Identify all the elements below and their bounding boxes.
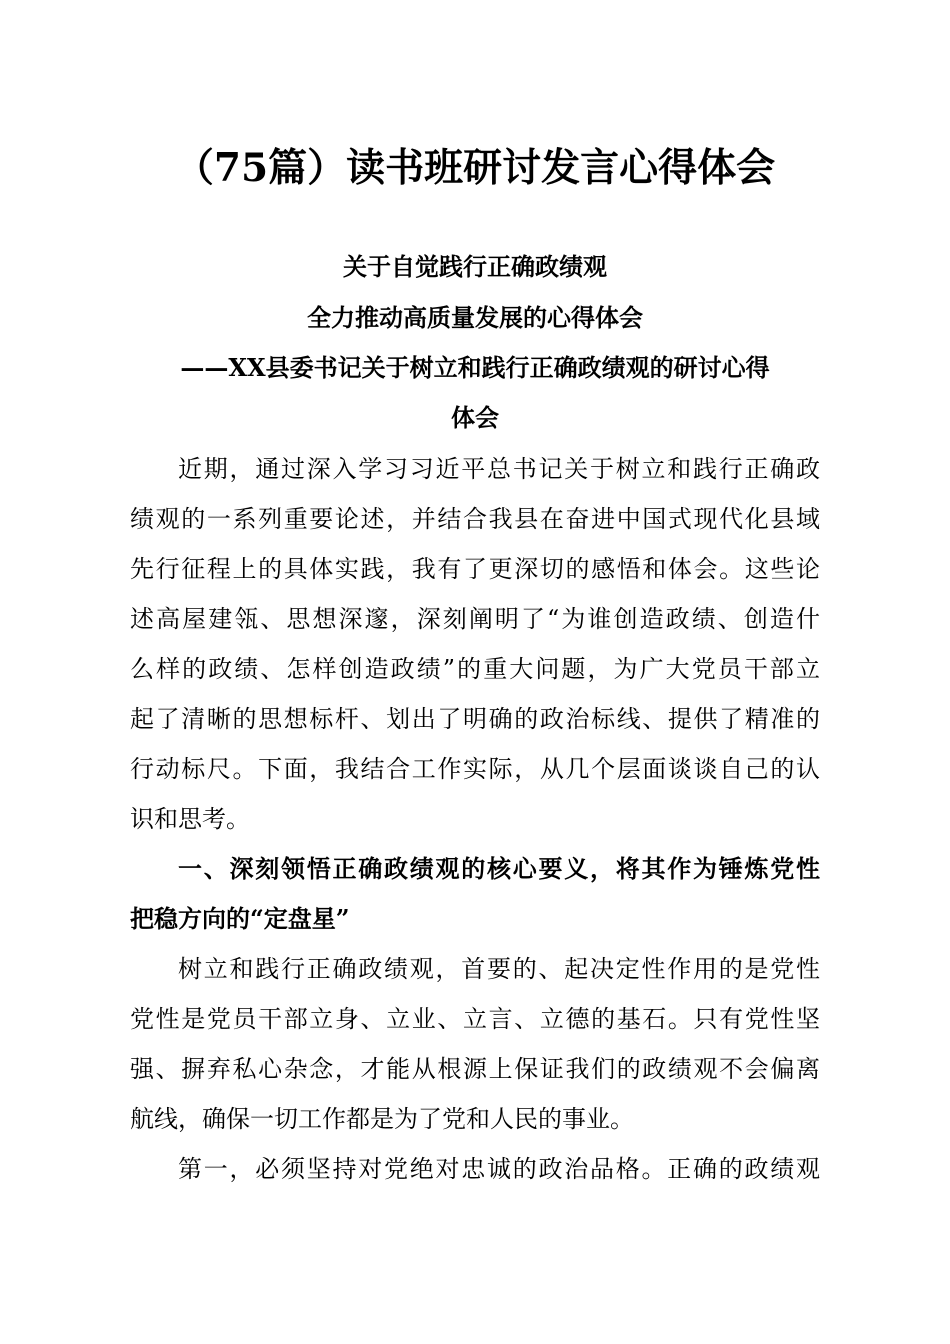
intro-line-8: 识和思考。 [130, 805, 250, 833]
intro-line-1: 近期，通过深入学习习近平总书记关于树立和践行正确政 [178, 455, 820, 483]
subtitle-line-3: ——XX县委书记关于树立和践行正确政绩观的研讨心得 [180, 353, 770, 382]
subtitle-line-4: 体会 [451, 403, 499, 432]
intro-line-3: 先行征程上的具体实践，我有了更深切的感悟和体会。这些论 [130, 555, 820, 583]
section-heading-line-1: 一、深刻领悟正确政绩观的核心要义，将其作为锤炼党性 [178, 854, 820, 883]
intro-line-6: 起了清晰的思想标杆、划出了明确的政治标线、提供了精准的 [130, 705, 820, 733]
para1-line-2: 党性是党员干部立身、立业、立言、立德的基石。只有党性坚 [130, 1005, 820, 1033]
subtitle-line-2: 全力推动高质量发展的心得体会 [307, 303, 643, 332]
subtitle-line-1: 关于自觉践行正确政绩观 [343, 252, 607, 281]
para2-line-1: 第一，必须坚持对党绝对忠诚的政治品格。正确的政绩观 [178, 1155, 820, 1183]
para1-line-4: 航线，确保一切工作都是为了党和人民的事业。 [130, 1105, 634, 1133]
intro-line-4: 述高屋建瓴、思想深邃，深刻阐明了“为谁创造政绩、创造什 [130, 605, 820, 633]
para1-line-3: 强、摒弃私心杂念，才能从根源上保证我们的政绩观不会偏离 [130, 1055, 820, 1083]
intro-line-7: 行动标尺。下面，我结合工作实际，从几个层面谈谈自己的认 [130, 755, 820, 783]
document-title: （75篇）读书班研讨发言心得体会 [174, 145, 776, 191]
para1-line-1: 树立和践行正确政绩观，首要的、起决定性作用的是党性 [178, 955, 820, 983]
intro-line-5: 么样的政绩、怎样创造政绩”的重大问题，为广大党员干部立 [130, 655, 820, 683]
section-heading-line-2: 把稳方向的“定盘星” [130, 904, 350, 933]
intro-line-2: 绩观的一系列重要论述，并结合我县在奋进中国式现代化县域 [130, 505, 820, 533]
